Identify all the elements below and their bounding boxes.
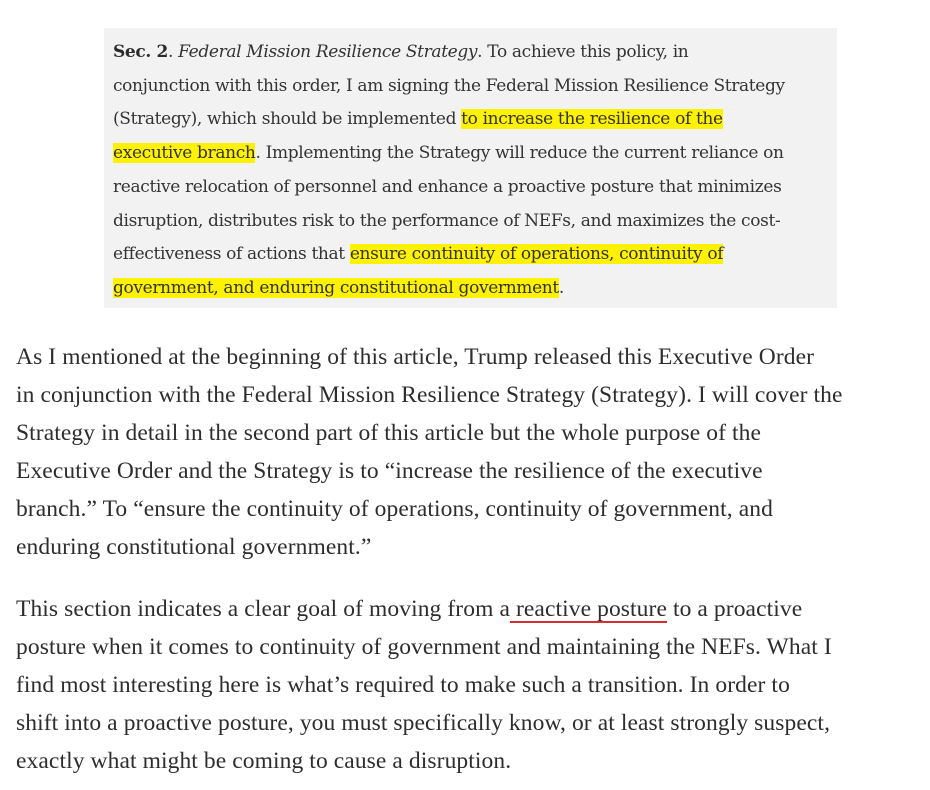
section-label: Sec. 2 bbox=[113, 42, 169, 62]
quote-line-5: reactive relocation of personnel and enhance a proactive posture that minimizes bbox=[113, 176, 782, 197]
paragraph-line: posture when it comes to continuity of government and maintaining the NEFs. What I bbox=[16, 634, 832, 660]
quote-line-2: conjunction with this order, I am signing the Federal Mission Resilience Strategy bbox=[113, 75, 785, 96]
reactive-posture-link[interactable]: reactive posture bbox=[509, 596, 667, 622]
paragraph-line: in conjunction with the Federal Mission Resilience Strategy (Strategy). I will cover the bbox=[16, 382, 843, 408]
highlight-executive-branch: executive branch bbox=[113, 143, 256, 164]
paragraph-line: This section indicates a clear goal of moving from a reactive posture to a proactive bbox=[16, 596, 803, 622]
quote-line-3: (Strategy), which should be implemented to increase the resilience of the bbox=[113, 109, 723, 130]
section-title: Federal Mission Resilience Strategy bbox=[178, 42, 478, 62]
highlight-resilience: to increase the resilience of the bbox=[461, 109, 723, 130]
quote-line-1: Sec. 2. Federal Mission Resilience Strategy. To achieve this policy, in bbox=[113, 42, 689, 62]
quote-line-8: government, and enduring constitutional government. bbox=[113, 277, 564, 298]
paragraph-line: Strategy in detail in the second part of this article but the whole purpose of the bbox=[16, 420, 761, 446]
quote-line-4: executive branch. Implementing the Strategy will reduce the current reliance on bbox=[113, 143, 784, 164]
paragraph-line: Executive Order and the Strategy is to “increase the resilience of the executive bbox=[16, 458, 763, 484]
quote-line-6: disruption, distributes risk to the performance of NEFs, and maximizes the cost- bbox=[113, 210, 781, 231]
paragraph-line: As I mentioned at the beginning of this article, Trump released this Executive Order bbox=[16, 344, 815, 370]
highlight-constitutional-government: government, and enduring constitutional government bbox=[113, 277, 559, 298]
quote-line-7: effectiveness of actions that ensure continuity of operations, continuity of bbox=[113, 244, 724, 265]
highlight-continuity: ensure continuity of operations, continuity of bbox=[349, 244, 724, 265]
paragraph-line: branch.” To “ensure the continuity of operations, continuity of government, and bbox=[16, 496, 773, 522]
article-paragraph-2 bbox=[16, 590, 921, 780]
paragraph-line: exactly what might be coming to cause a disruption. bbox=[16, 748, 512, 774]
paragraph-line: shift into a proactive posture, you must specifically know, or at least strongly suspect, bbox=[16, 710, 831, 736]
paragraph-line: find most interesting here is what’s required to make such a transition. In order to bbox=[16, 672, 790, 698]
paragraph-line: enduring constitutional government.” bbox=[16, 534, 372, 560]
article-paragraph-1 bbox=[16, 338, 921, 566]
executive-order-excerpt bbox=[104, 28, 837, 308]
